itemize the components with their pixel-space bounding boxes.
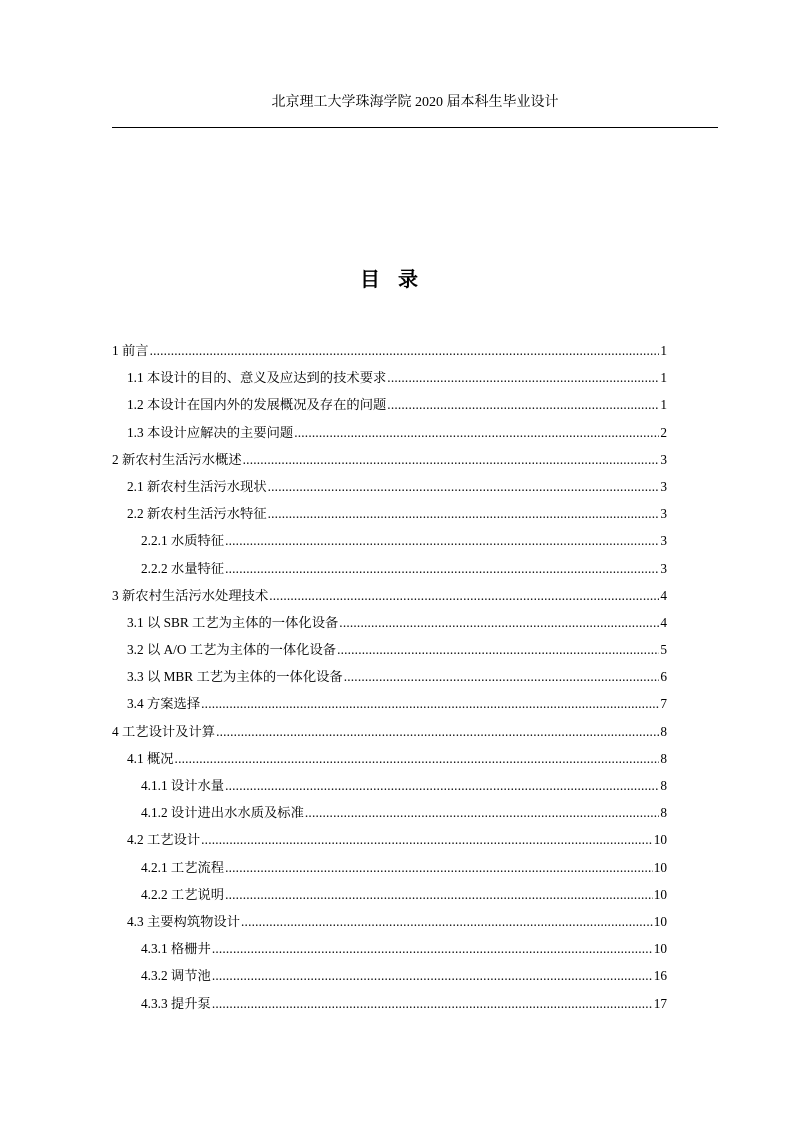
toc-entry-text: 3.4 方案选择 [127,696,201,712]
toc-entry-text: 4.1.2 设计进出水水质及标准 [141,805,304,821]
toc-dot-leader [387,391,659,418]
toc-entry-text: 3.1 以 SBR 工艺为主体的一体化设备 [127,614,339,630]
toc-dot-leader [269,582,659,609]
toc-entry[interactable] [112,337,667,364]
toc-entry-text: 2.2 新农村生活污水特征 [127,506,267,522]
toc-entry-text: 4.3.1 格栅井 [141,941,211,957]
toc-page-number: 3 [660,478,667,494]
toc-list [112,337,667,1017]
toc-entry[interactable] [112,826,667,853]
toc-dot-leader [212,962,653,989]
toc-dot-leader [305,799,659,826]
toc-page-number: 16 [653,968,667,984]
toc-entry-text: 4.3.2 调节池 [141,968,211,984]
toc-entry-text: 3.2 以 A/O 工艺为主体的一体化设备 [127,642,337,658]
toc-dot-leader [344,663,660,690]
toc-dot-leader [212,935,653,962]
toc-dot-leader [201,690,659,717]
toc-page-number: 1 [660,343,667,358]
toc-page-number: 3 [660,533,667,549]
toc-dot-leader [241,908,653,935]
toc-dot-leader [268,473,660,500]
toc-entry[interactable] [112,745,667,772]
toc-page-number: 17 [653,995,667,1011]
toc-entry[interactable] [112,473,667,500]
toc-entry-text: 2.2.2 水量特征 [141,560,225,576]
toc-entry-text: 4.3.3 提升泵 [141,995,211,1011]
toc-entry-text: 2 新农村生活污水概述 [112,451,242,467]
toc-dot-leader [225,854,653,881]
toc-entry[interactable] [112,935,667,962]
toc-entry-text: 3.3 以 MBR 工艺为主体的一体化设备 [127,669,343,685]
toc-dot-leader [225,772,659,799]
toc-entry[interactable] [112,990,667,1017]
toc-entry[interactable] [112,854,667,881]
toc-dot-leader [225,881,653,908]
header-rule [112,127,718,128]
toc-entry[interactable] [112,636,667,663]
toc-page-number: 10 [653,941,667,957]
toc-page-number: 10 [653,832,667,848]
toc-entry-text: 4.3 主要构筑物设计 [127,913,241,929]
toc-entry-text: 2.2.1 水质特征 [141,533,225,549]
toc-entry[interactable] [112,364,667,391]
toc-entry-text: 4.1 概况 [127,750,174,766]
toc-page-number: 1 [660,397,667,413]
toc-dot-leader [225,555,659,582]
toc-entry-text: 4.2.2 工艺说明 [141,886,225,902]
toc-entry-text: 4.2.1 工艺流程 [141,859,225,875]
toc-entry-text: 1.1 本设计的目的、意义及应达到的技术要求 [127,370,387,386]
toc-entry[interactable] [112,718,667,745]
toc-page-number: 8 [660,778,667,793]
toc-page-number: 3 [660,451,667,467]
toc-dot-leader [216,718,659,745]
toc-page-number: 8 [660,723,667,739]
toc-entry[interactable] [112,690,667,717]
toc-page-number: 10 [653,886,667,902]
toc-dot-leader [201,826,653,853]
toc-page-number: 2 [660,424,667,440]
running-header: 北京理工大学珠海学院 2020 届本科生毕业设计 [271,95,559,110]
toc-page-number: 4 [660,614,667,630]
toc-entry[interactable] [112,555,667,582]
toc-entry[interactable] [112,500,667,527]
toc-entry-text: 2.1 新农村生活污水现状 [127,478,267,494]
toc-dot-leader [225,527,659,554]
toc-entry[interactable] [112,881,667,908]
toc-page-number: 5 [660,642,667,658]
toc-page-number: 8 [660,750,667,766]
toc-entry-text: 4.1.1 设计水量 [141,778,225,793]
toc-dot-leader [150,337,660,364]
toc-dot-leader [337,636,659,663]
toc-entry[interactable] [112,419,667,446]
toc-entry[interactable] [112,962,667,989]
toc-dot-leader [268,500,660,527]
toc-entry[interactable] [112,663,667,690]
toc-entry[interactable] [112,908,667,935]
toc-page-number: 10 [653,913,667,929]
toc-title: 目录 [360,269,436,291]
toc-page-number: 4 [660,587,667,603]
toc-page-number: 6 [660,669,667,685]
toc-dot-leader [387,364,659,391]
toc-dot-leader [212,990,653,1017]
toc-entry[interactable] [112,799,667,826]
toc-page-number: 8 [660,805,667,821]
toc-entry[interactable] [112,582,667,609]
toc-entry[interactable] [112,609,667,636]
toc-dot-leader [339,609,659,636]
toc-entry[interactable] [112,527,667,554]
toc-dot-leader [294,419,659,446]
toc-entry-text: 4.2 工艺设计 [127,832,201,848]
toc-dot-leader [175,745,660,772]
toc-entry-text: 1.3 本设计应解决的主要问题 [127,424,294,440]
toc-entry-text: 1 前言 [112,343,149,358]
toc-page-number: 10 [653,859,667,875]
toc-page-number: 7 [660,696,667,712]
toc-page-number: 3 [660,506,667,522]
toc-entry-text: 1.2 本设计在国内外的发展概况及存在的问题 [127,397,387,413]
toc-page-number: 1 [660,370,667,386]
toc-entry[interactable] [112,446,667,473]
toc-entry[interactable] [112,391,667,418]
toc-entry-text: 3 新农村生活污水处理技术 [112,587,269,603]
toc-dot-leader [243,446,660,473]
toc-page-number: 3 [660,560,667,576]
toc-entry-text: 4 工艺设计及计算 [112,723,216,739]
toc-entry[interactable] [112,772,667,799]
